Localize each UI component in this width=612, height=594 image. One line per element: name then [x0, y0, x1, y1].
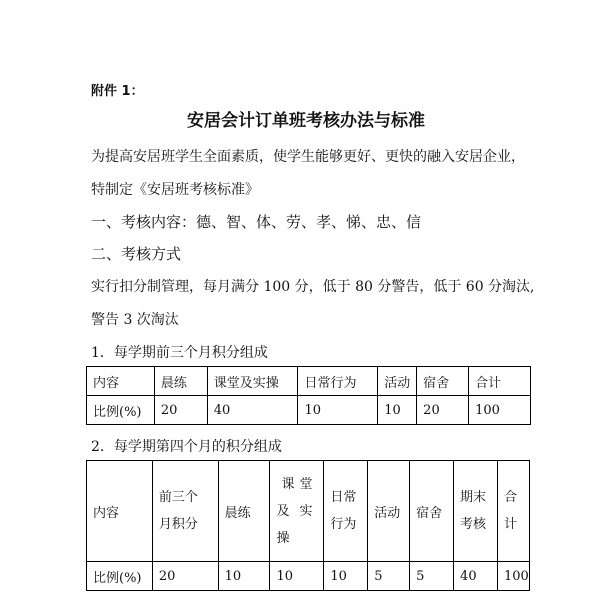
- table-cell: 宿舍: [410, 461, 454, 562]
- table-cell: 活动: [378, 367, 417, 396]
- header-line: 前三个: [158, 490, 198, 505]
- table-cell: 10: [270, 562, 324, 591]
- page-title: 安居会计订单班考核办法与标准: [187, 111, 425, 131]
- table-cell: 10: [218, 562, 270, 591]
- table-cell: 100: [469, 396, 531, 425]
- header-char: 课: [281, 476, 295, 492]
- table-cell: [454, 461, 498, 562]
- table-cell: 10: [298, 396, 378, 425]
- header-char: 实: [299, 503, 313, 519]
- table-cell: 40: [207, 396, 298, 425]
- table-cell: 内容: [87, 461, 153, 562]
- header-char: 操: [276, 530, 290, 546]
- table-cell: [324, 461, 368, 562]
- table-cell: 比例(%): [87, 562, 153, 591]
- table-cell: 5: [410, 562, 454, 591]
- table-row: [87, 396, 531, 425]
- table-cell: 晨练: [218, 461, 270, 562]
- table-cell: 合计: [469, 367, 531, 396]
- table-cell: 活动: [368, 461, 410, 562]
- header-line: 期末: [460, 490, 487, 505]
- table-cell: 20: [154, 396, 207, 425]
- table-cell: 40: [454, 562, 498, 591]
- score-table-fourth-month: [86, 460, 530, 591]
- table-cell: [497, 461, 529, 562]
- table-cell: 5: [368, 562, 410, 591]
- table-cell: 10: [378, 396, 417, 425]
- attachment-label: 附件 1：: [91, 84, 144, 99]
- table-row: [87, 562, 530, 591]
- table-cell: 内容: [87, 367, 155, 396]
- section-heading-method: 二、考核方式: [91, 245, 182, 263]
- subheading-fourth-month: 2．每学期第四个月的积分组成: [91, 439, 282, 455]
- table-cell: 日常行为: [298, 367, 378, 396]
- table-header-row: [87, 461, 530, 562]
- header-char: 堂: [299, 476, 313, 492]
- table-header-row: [87, 367, 531, 396]
- header-line: 合: [503, 490, 517, 505]
- table-cell: 10: [324, 562, 368, 591]
- subheading-first-three-months: 1．每学期前三个月积分组成: [91, 345, 268, 361]
- table-cell: 20: [152, 562, 218, 591]
- table-cell: 20: [417, 396, 469, 425]
- table-cell: [152, 461, 218, 562]
- table-cell: 课堂及实操: [207, 367, 298, 396]
- table-cell: 晨练: [154, 367, 207, 396]
- table-cell: 比例(%): [87, 396, 155, 425]
- intro-line-1: 为提高安居班学生全面素质，使学生能够更好、更快的融入安居企业，: [91, 149, 525, 165]
- method-line-2: 警告 3 次淘汰: [91, 312, 179, 328]
- header-line: 月积分: [158, 517, 198, 532]
- section-heading-content: 一、考核内容：德、智、体、劳、孝、悌、忠、信: [91, 213, 422, 231]
- header-line: 考核: [460, 517, 487, 532]
- header-char: 及: [276, 503, 290, 519]
- table-cell: 宿舍: [417, 367, 469, 396]
- table-cell: 100: [497, 562, 529, 591]
- header-line: 日常: [330, 490, 357, 505]
- method-line-1: 实行扣分制管理，每月满分 100 分，低于 80 分警告，低于 60 分淘汰,: [91, 279, 535, 295]
- intro-line-2: 特制定《安居班考核标准》: [91, 182, 259, 198]
- table-cell: [270, 461, 324, 562]
- header-line: 行为: [330, 517, 357, 532]
- score-table-first-three-months: [86, 366, 531, 425]
- header-line: 计: [503, 517, 517, 532]
